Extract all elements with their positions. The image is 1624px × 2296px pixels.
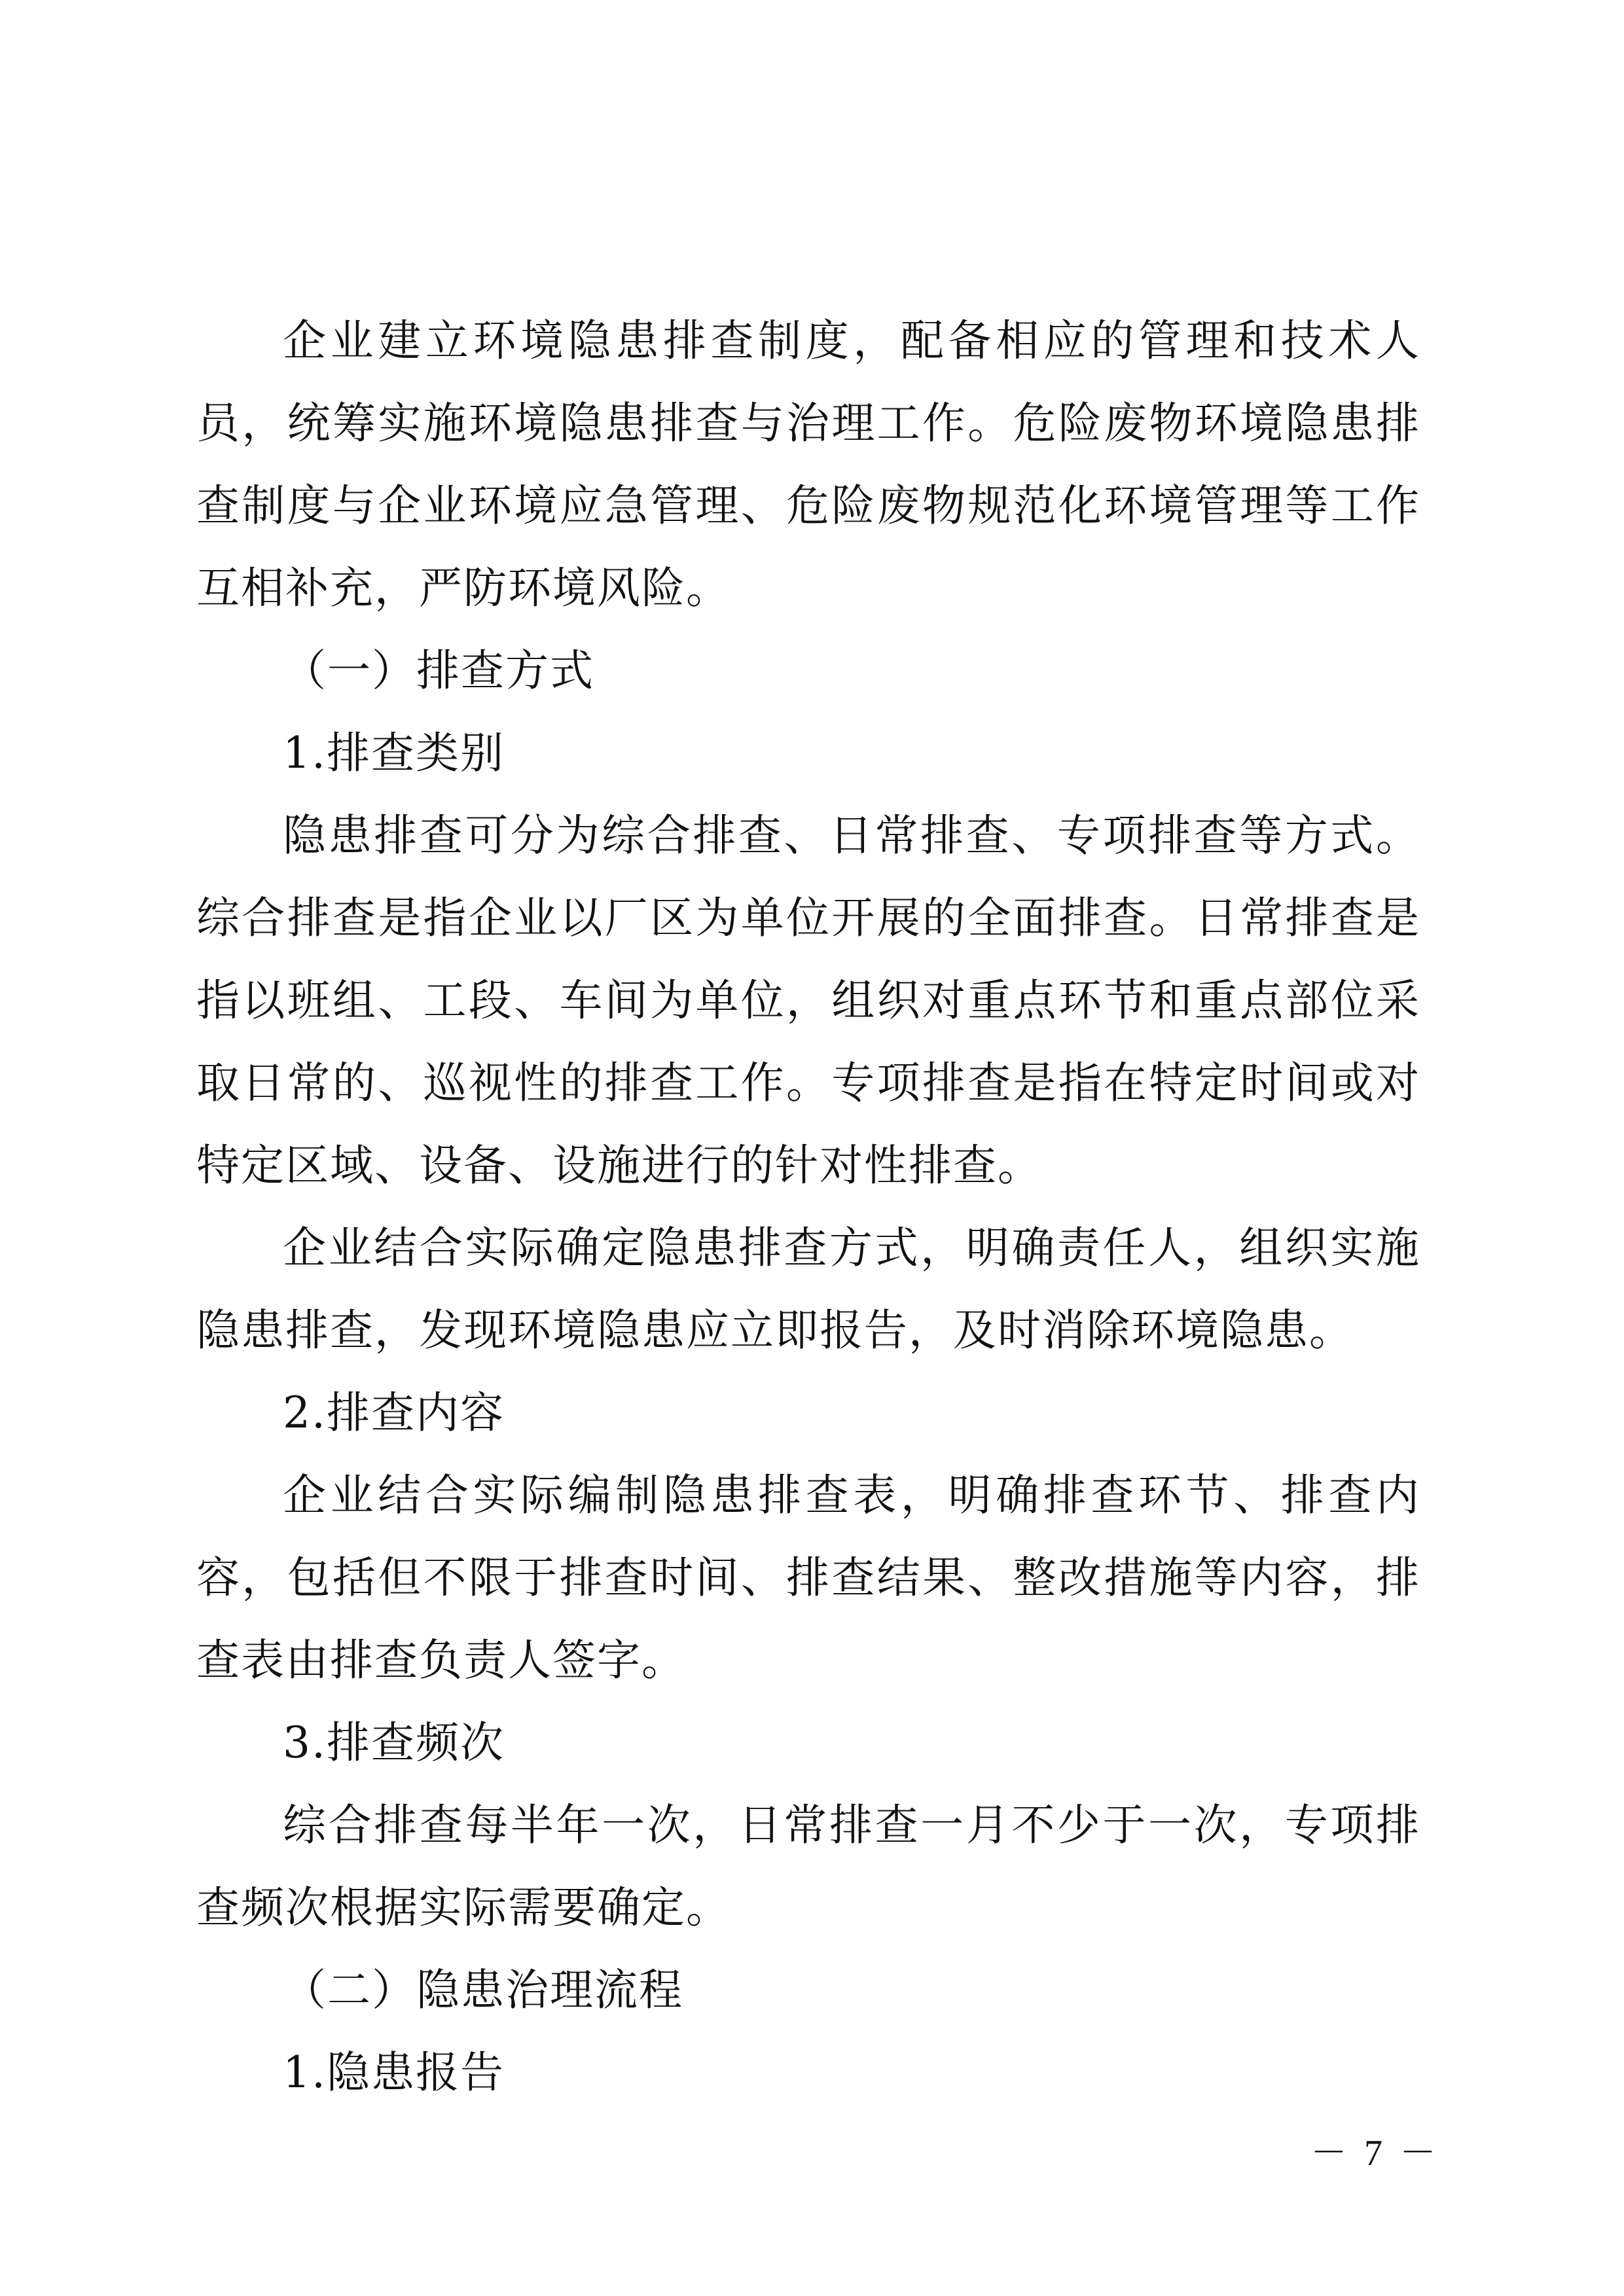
subheading-hazard-report: 1.隐患报告 [283, 2047, 505, 2098]
subheading-inspection-frequency: 3.排查频次 [283, 1717, 505, 1768]
section-heading-inspection-method: （一）排查方式 [283, 645, 594, 696]
page-number: － 7 － [1310, 2133, 1440, 2174]
section-heading-remediation-process: （二）隐患治理流程 [283, 1965, 683, 2015]
subheading-inspection-category: 1.排查类别 [283, 728, 505, 778]
subheading-inspection-content: 2.排查内容 [283, 1388, 505, 1438]
paragraph-inspection-frequency: 综合排查每半年一次，日常排查一月不少于一次，专项排查频次根据实际需要确定。 [196, 1800, 1420, 1933]
paragraph-inspection-category: 隐患排查可分为综合排查、日常排查、专项排查等方式。综合排查是指企业以厂区为单位开展的全面排查。日常排查是指以班组、工段、车间为单位，组织对重点环节和重点部位采取日常的、巡视性的排查工作。专项排查是指在特定时间或对特定区域、设备、设施进行的针对性排查。 [196, 810, 1420, 1191]
paragraph-intro: 企业建立环境隐患排查制度，配备相应的管理和技术人员，统筹实施环境隐患排查与治理工作。危险废物环境隐患排查制度与企业环境应急管理、危险废物规范化环境管理等工作互相补充，严防环境风险。 [196, 315, 1420, 613]
paragraph-inspection-responsibility: 企业结合实际确定隐患排查方式，明确责任人，组织实施隐患排查，发现环境隐患应立即报告，及时消除环境隐患。 [196, 1223, 1420, 1355]
document-body [196, 300, 1420, 2114]
paragraph-inspection-content: 企业结合实际编制隐患排查表，明确排查环节、排查内容，包括但不限于排查时间、排查结果、整改措施等内容，排查表由排查负责人签字。 [196, 1470, 1420, 1685]
